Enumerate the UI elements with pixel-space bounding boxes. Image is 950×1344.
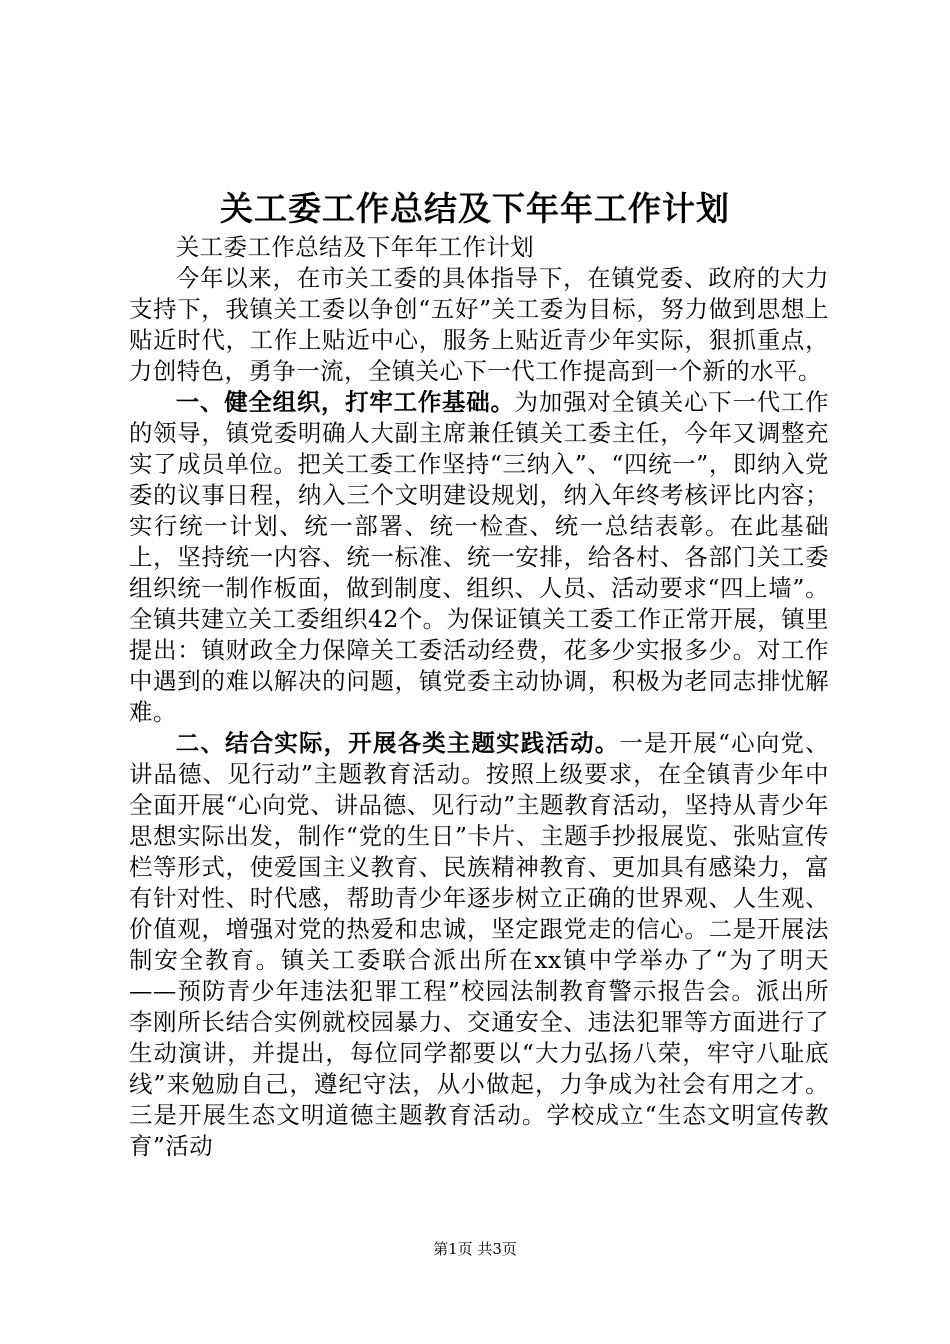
intro-paragraph: 今年以来，在市关工委的具体指导下，在镇党委、政府的大力支持下，我镇关工委以争创“五好”关工委为目标，努力做到思想上贴近时代，工作上贴近中心，服务上贴近青少年实际，狠抓重点，力创特色，勇争一流，全镇关心下一代工作提高到一个新的水平。 <box>129 264 829 385</box>
section-1-heading: 一、健全组织，打牢工作基础。 <box>175 388 515 416</box>
page-footer: 第1页 共3页 <box>433 1240 517 1258</box>
document-title: 关工委工作总结及下年年工作计划 <box>220 189 730 228</box>
section-1-text: 为加强对全镇关心下一代工作的领导，镇党委明确人大副主席兼任镇关工委主任，今年又调整充实了成员单位。把关工委工作坚持“三纳入”、“四统一”，即纳入党委的议事日程，纳入三个文明建设规划，纳入年终考核评比内容；实行统一计划、统一部署、统一检查、统一总结表彰。在此基础上，坚持统一内容、统一标准、统一安排，给各村、各部门关工委组织统一制作板面，做到制度、组织、人员、活动要求“四上墙”。全镇共建立关工委组织42个。为保证镇关工委工作正常开展，镇里提出：镇财政全力保障关工委活动经费，花多少实报多少。对工作中遇到的难以解决的问题，镇党委主动协调，积极为老同志排忧解难。 <box>129 388 829 726</box>
section-2-paragraph <box>129 728 829 1162</box>
section-2-text: 一是开展“心向党、讲品德、见行动”主题教育活动。按照上级要求，在全镇青少年中全面开展“心向党、讲品德、见行动”主题教育活动，坚持从青少年思想实际出发，制作“党的生日”卡片、主题手抄报展览、张贴宣传栏等形式，使爱国主义教育、民族精神教育、更加具有感染力，富有针对性、时代感，帮助青少年逐步树立正确的世界观、人生观、价值观，增强对党的热爱和忠诚，坚定跟党走的信心。二是开展法制安全教育。镇关工委联合派出所在xx镇中学举办了“为了明天——预防青少年违法犯罪工程”校园法制教育警示报告会。派出所李刚所长结合实例就校园暴力、交通安全、违法犯罪等方面进行了生动演讲，并提出，每位同学都要以“大力弘扬八荣，牢守八耻底线”来勉励自己，遵纪守法，从小做起，力争成为社会有用之才。三是开展生态文明道德主题教育活动。学校成立“生态文明宣传教育”活动 <box>129 729 829 1160</box>
subtitle-line: 关工委工作总结及下年年工作计划 <box>175 233 535 261</box>
section-2-heading: 二、结合实际，开展各类主题实践活动。 <box>175 729 620 757</box>
section-1-paragraph <box>129 387 829 728</box>
document-body <box>129 232 829 1162</box>
